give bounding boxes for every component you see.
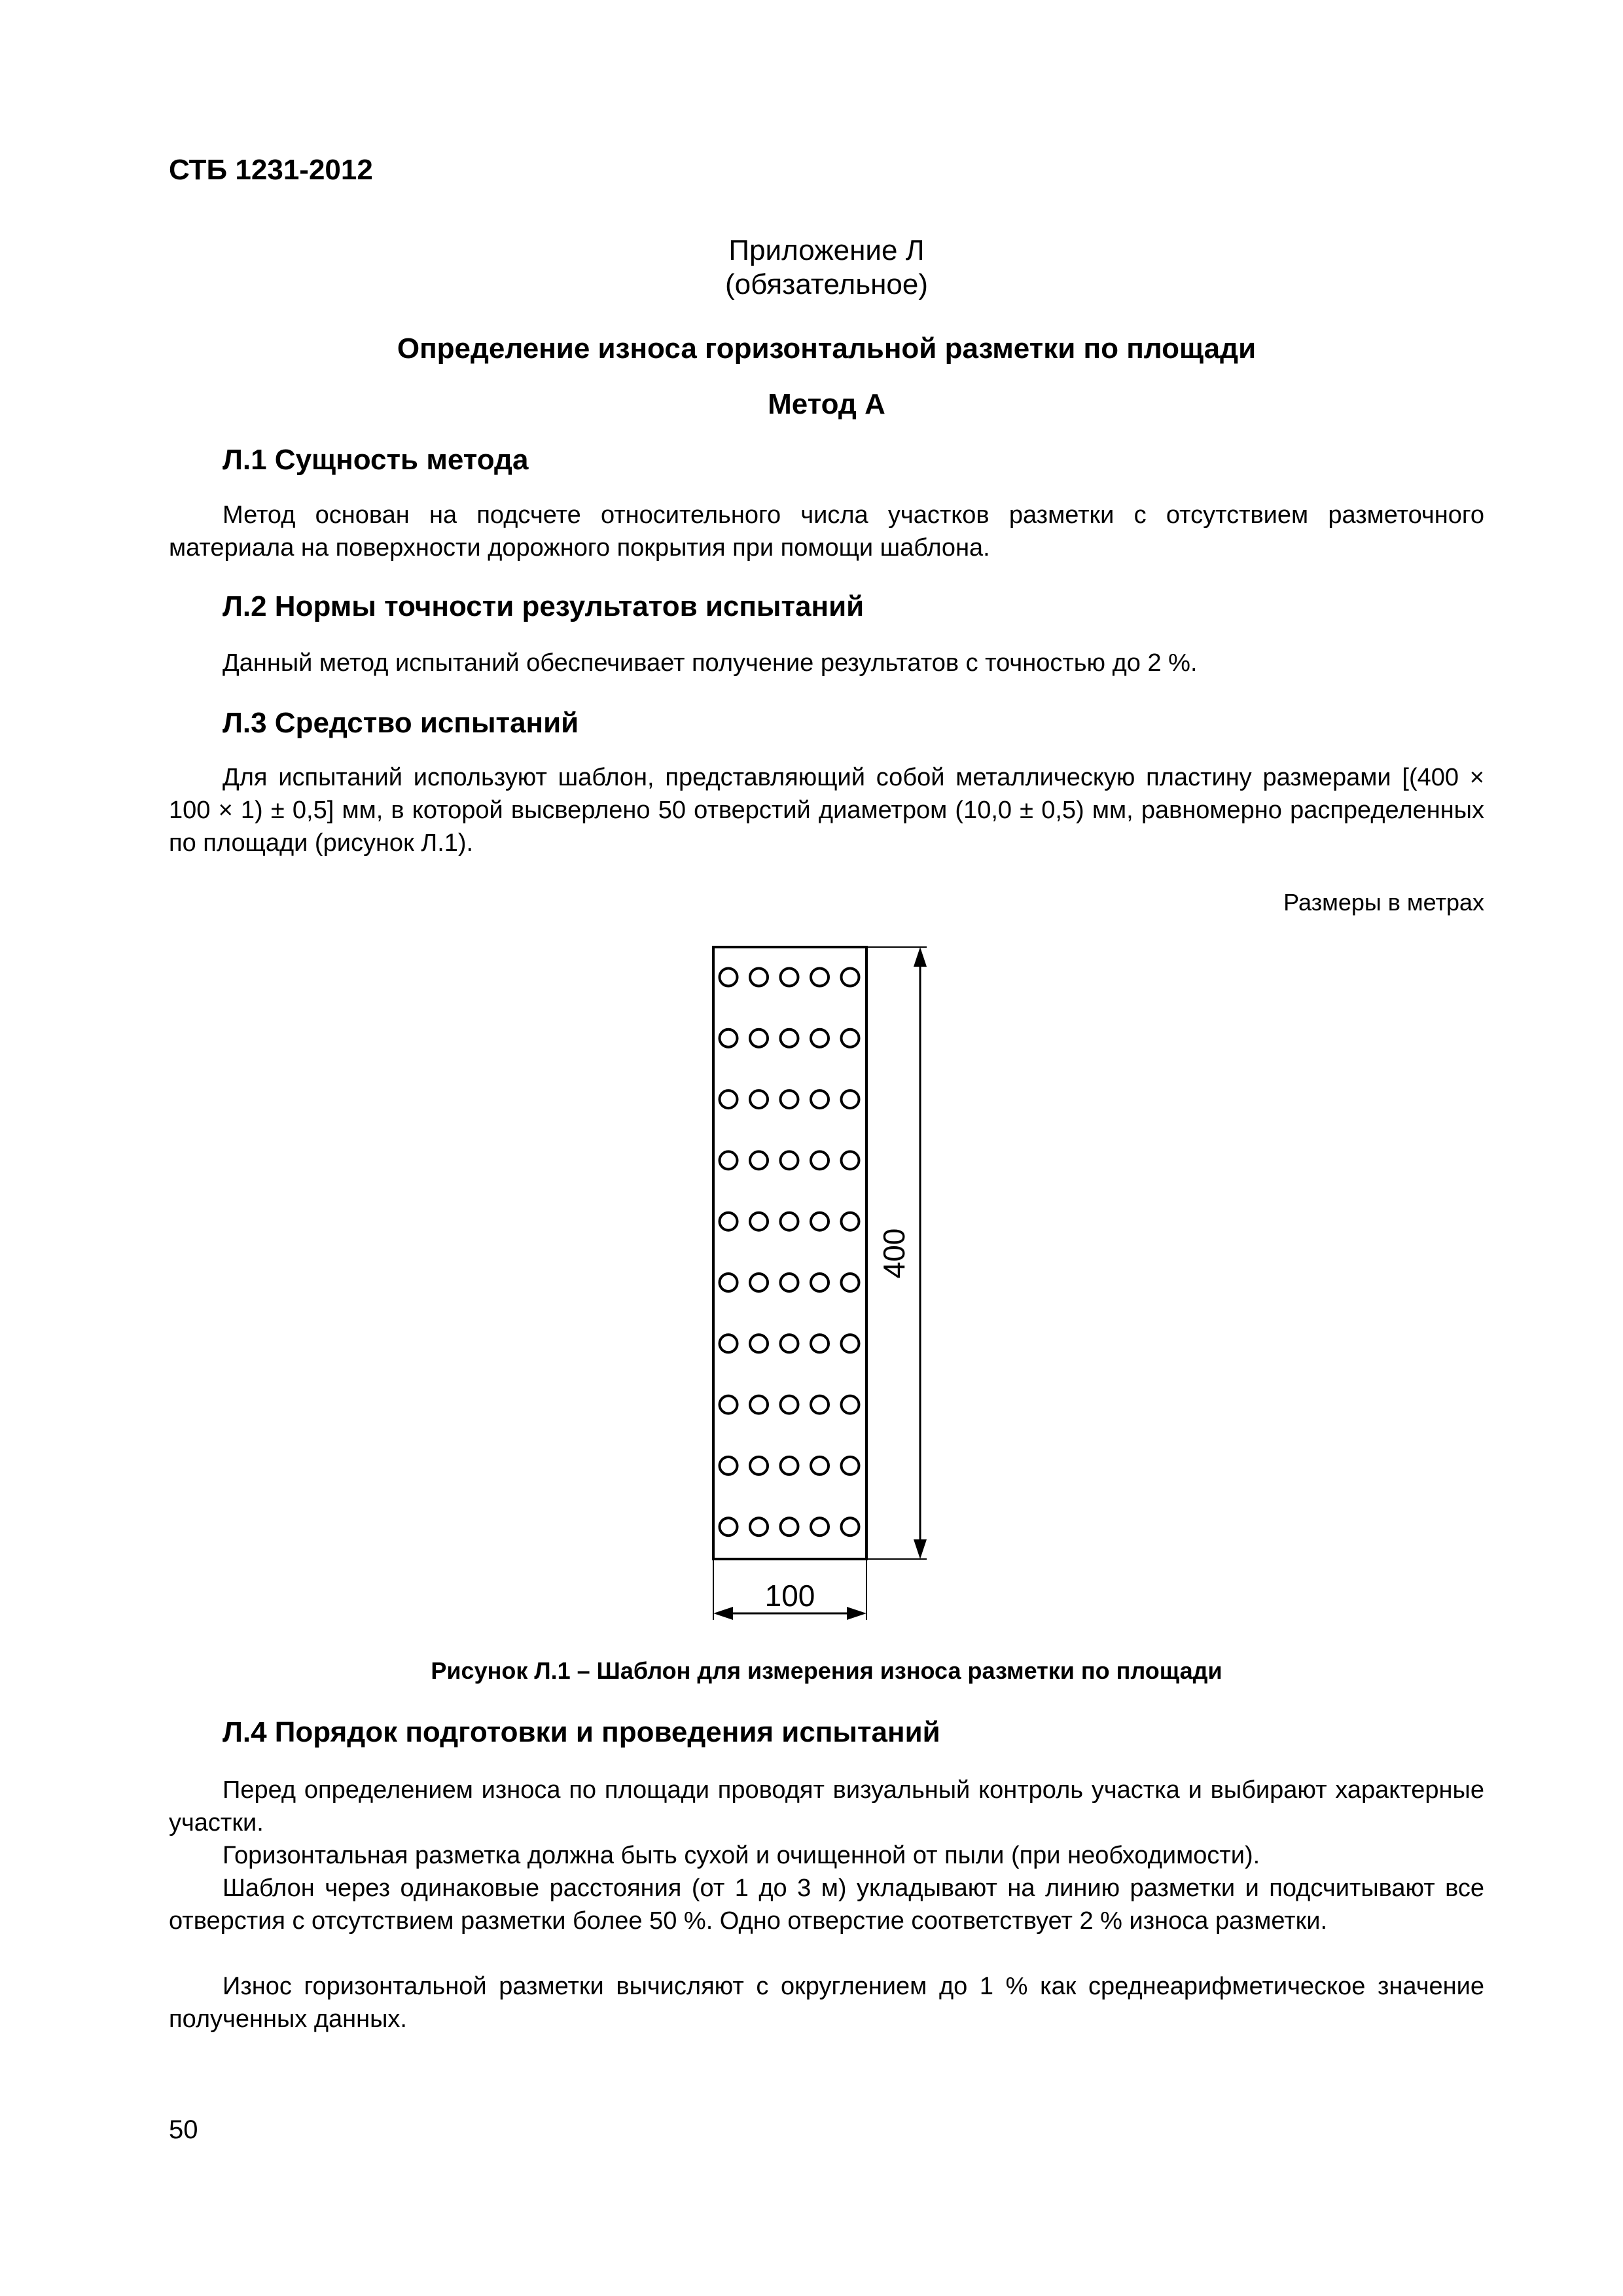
hole (842, 1213, 859, 1230)
document-code: СТБ 1231-2012 (169, 154, 373, 186)
section-title-l4: Л.4 Порядок подготовки и проведения испытаний (223, 1716, 940, 1748)
section-l4-paragraph-3: Шаблон через одинаковые расстояния (от 1 до 3 м) укладывают на линию разметки и подсчитывают все отверстия с отсутствием разметки более 50 %. Одно отверстие соответствует 2 % износа разметки. (169, 1874, 1484, 1935)
hole (720, 1030, 738, 1047)
annex-title: Приложение Л (728, 234, 925, 266)
hole (811, 1030, 829, 1047)
hole (781, 1518, 798, 1535)
hole (842, 1274, 859, 1291)
hole (720, 1335, 738, 1352)
hole (842, 1151, 859, 1169)
hole (842, 1396, 859, 1414)
hole (781, 1335, 798, 1352)
hole (811, 1335, 829, 1352)
hole (750, 1396, 768, 1414)
hole (811, 1396, 829, 1414)
height-arrow-bottom (914, 1539, 927, 1559)
dimensions-note: Размеры в метрах (1283, 889, 1484, 916)
hole (842, 1335, 859, 1352)
hole (811, 1518, 829, 1535)
section-l1-paragraph: Метод основан на подсчете относительного числа участков разметки с отсутствием разметочного материала на поверхности дорожного покрытия при помощи шаблона. (169, 501, 1484, 562)
hole (720, 1396, 738, 1414)
hole (750, 1090, 768, 1108)
hole (750, 1518, 768, 1535)
hole (720, 1213, 738, 1230)
section-l4-paragraph-1: Перед определением износа по площади проводят визуальный контроль участка и выбирают характерные участки. (169, 1776, 1484, 1837)
hole (811, 1457, 829, 1475)
annex-heading: Определение износа горизонтальной разметки по площади (397, 332, 1257, 365)
hole (781, 1090, 798, 1108)
height-arrow-top (914, 947, 927, 967)
hole (811, 1213, 829, 1230)
hole (842, 1030, 859, 1047)
hole (720, 1457, 738, 1475)
hole-grid (720, 969, 859, 1536)
hole (750, 1151, 768, 1169)
hole (781, 1396, 798, 1414)
figure-caption: Рисунок Л.1 – Шаблон для измерения износа разметки по площади (431, 1657, 1222, 1684)
width-arrow-left (713, 1607, 733, 1620)
hole (720, 1518, 738, 1535)
section-l3-paragraph: Для испытаний используют шаблон, представляющий собой металлическую пластину размерами [(400 × 100 × 1) ± 0,5] мм, в которой высверлено 50 отверстий диаметром (10,0 ± 0,5) мм, равномерно распределенных по площади (рисунок Л.1). (169, 764, 1484, 857)
hole (781, 1030, 798, 1047)
method-title: Метод А (768, 388, 885, 420)
hole (781, 1274, 798, 1291)
hole (750, 1274, 768, 1291)
hole (781, 1213, 798, 1230)
hole (781, 1151, 798, 1169)
hole (750, 1335, 768, 1352)
hole (811, 969, 829, 986)
hole (720, 969, 738, 986)
hole (842, 969, 859, 986)
height-label: 400 (877, 1228, 911, 1279)
page-number: 50 (169, 2115, 198, 2144)
hole (811, 1090, 829, 1108)
section-l4-paragraph-4: Износ горизонтальной разметки вычисляют с округлением до 1 % как среднеарифметическое значение полученных данных. (169, 1973, 1484, 2033)
width-label: 100 (764, 1579, 815, 1613)
hole (750, 1030, 768, 1047)
section-title-l3: Л.3 Средство испытаний (223, 707, 579, 739)
hole (750, 1457, 768, 1475)
hole (781, 1457, 798, 1475)
hole (811, 1274, 829, 1291)
hole (842, 1457, 859, 1475)
annex-subtitle: (обязательное) (724, 268, 929, 300)
section-l2-paragraph: Данный метод испытаний обеспечивает получение результатов с точностью до 2 %. (223, 649, 1198, 677)
hole (720, 1151, 738, 1169)
hole (781, 969, 798, 986)
hole (842, 1090, 859, 1108)
hole (842, 1518, 859, 1535)
section-title-l2: Л.2 Нормы точности результатов испытаний (223, 590, 865, 622)
hole (750, 1213, 768, 1230)
hole (720, 1090, 738, 1108)
section-title-l1: Л.1 Сущность метода (223, 444, 529, 476)
section-l4-paragraph-2: Горизонтальная разметка должна быть сухой и очищенной от пыли (при необходимости). (223, 1842, 1260, 1869)
width-arrow-right (847, 1607, 866, 1620)
hole (720, 1274, 738, 1291)
hole (750, 969, 768, 986)
hole (811, 1151, 829, 1169)
